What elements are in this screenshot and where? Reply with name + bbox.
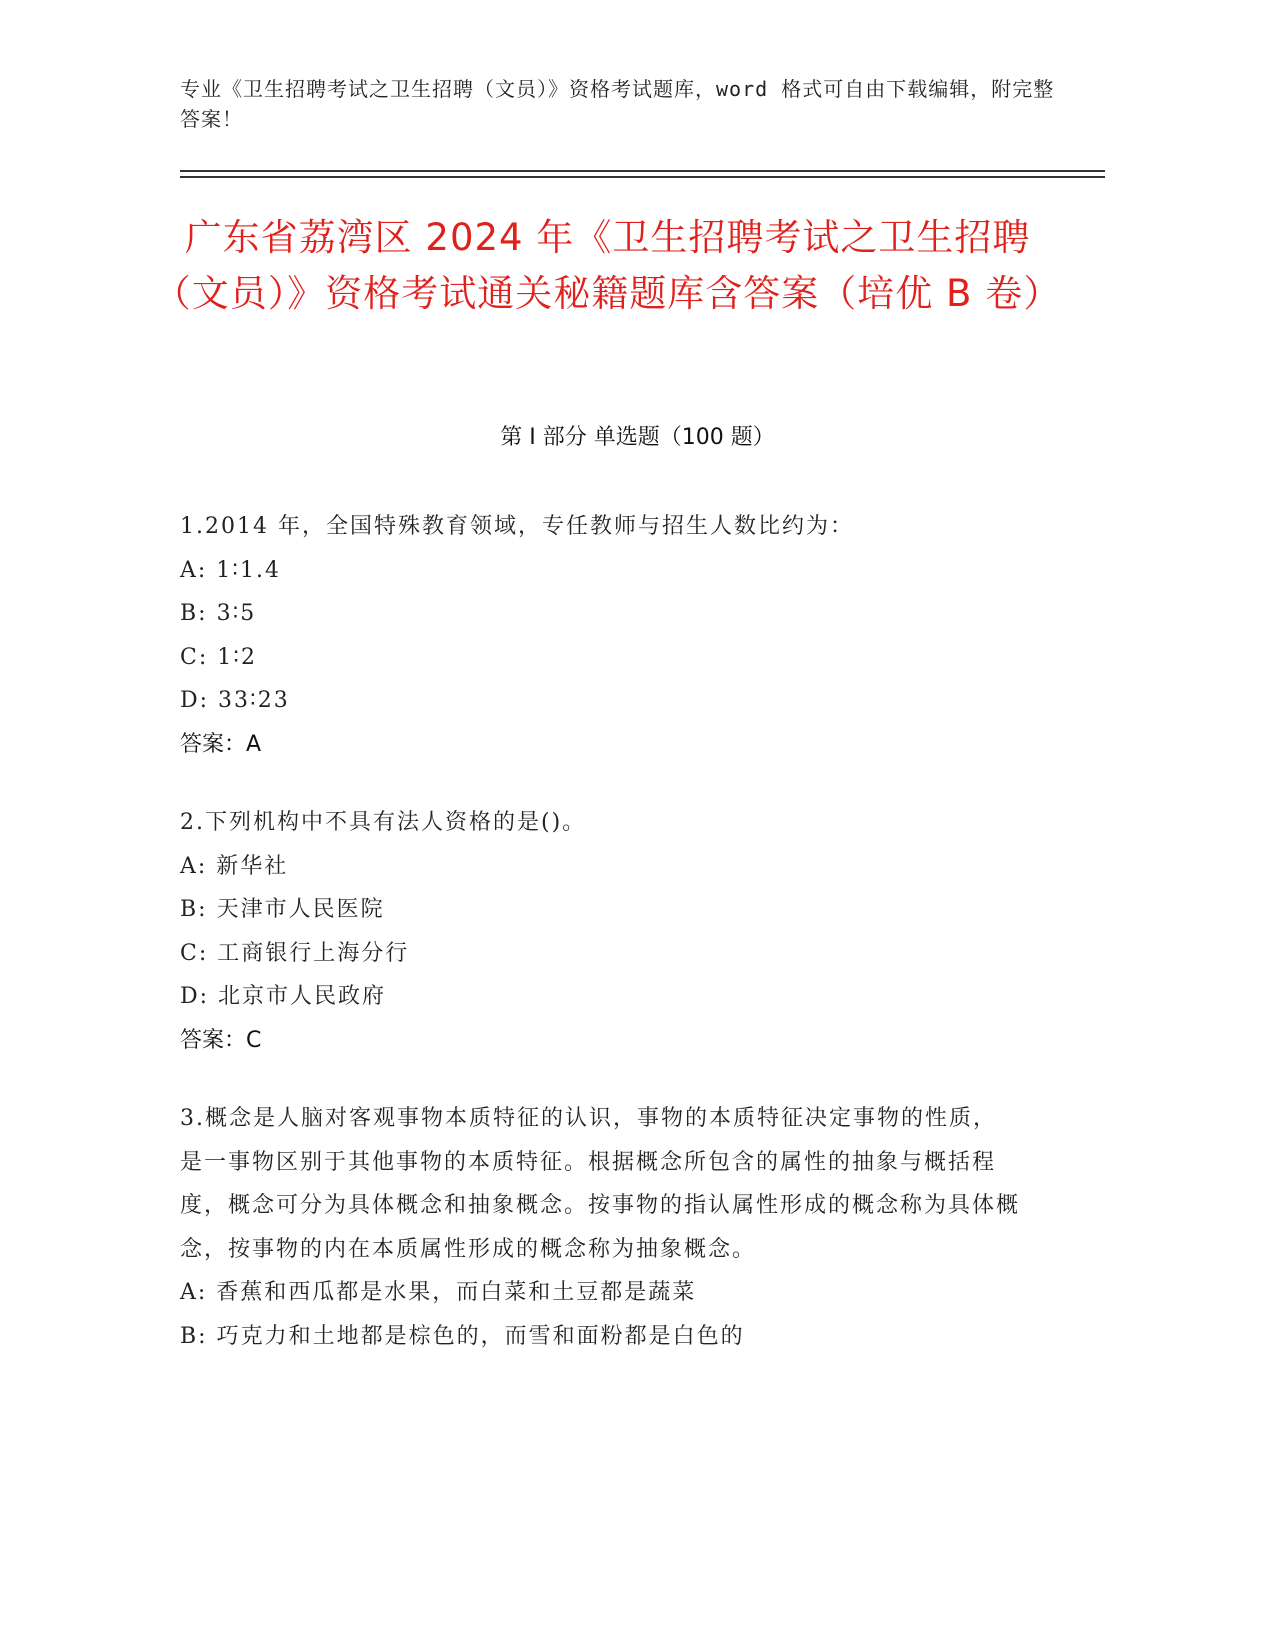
question-3 xyxy=(180,1097,1020,1358)
option-c: C: 工商银行上海分行 xyxy=(180,940,410,966)
option-a: A: 新华社 xyxy=(180,853,289,879)
option-d: D: 33∶23 xyxy=(180,688,290,713)
question-list xyxy=(180,505,1020,1393)
answer-line: 答案：C xyxy=(180,1027,262,1053)
document-title: 广东省荔湾区 2024 年《卫生招聘考试之卫生招聘（文员）》资格考试通关秘籍题库含答案（培优 B 卷） xyxy=(153,216,1062,315)
header-divider-top xyxy=(180,170,1105,172)
option-b: B: 3∶5 xyxy=(180,601,257,626)
option-b: B: 巧克力和土地都是棕色的，而雪和面粉都是白色的 xyxy=(180,1323,745,1349)
option-d: D: 北京市人民政府 xyxy=(180,984,387,1009)
question-stem: 1.2014 年，全国特殊教育领域，专任教师与招生人数比约为： xyxy=(180,514,854,539)
option-a: A: 1∶1.4 xyxy=(180,557,282,583)
option-b: B: 天津市人民医院 xyxy=(180,897,385,922)
question-stem: 2.下列机构中不具有法人资格的是()。 xyxy=(180,810,587,835)
header-note: 专业《卫生招聘考试之卫生招聘（文员）》资格考试题库，word 格式可自由下载编辑，附完整答案！ xyxy=(180,77,1055,131)
option-c: C: 1∶2 xyxy=(180,644,257,670)
question-1 xyxy=(180,505,1020,766)
section-title: 第 I 部分 单选题（100 题） xyxy=(500,425,775,450)
option-a: A: 香蕉和西瓜都是水果，而白菜和土豆都是蔬菜 xyxy=(180,1280,697,1305)
answer-line: 答案：A xyxy=(180,731,262,757)
question-2 xyxy=(180,801,1020,1062)
question-stem: 3.概念是人脑对客观事物本质特征的认识，事物的本质特征决定事物的性质，是一事物区别于其他事物的本质特征。根据概念所包含的属性的抽象与概括程度，概念可分为具体概念和抽象概念。按事物的指认属性形成的概念称为具体概念，按事物的内在本质属性形成的概念称为抽象概念。 xyxy=(180,1106,1021,1262)
header-divider-bottom xyxy=(180,176,1105,178)
